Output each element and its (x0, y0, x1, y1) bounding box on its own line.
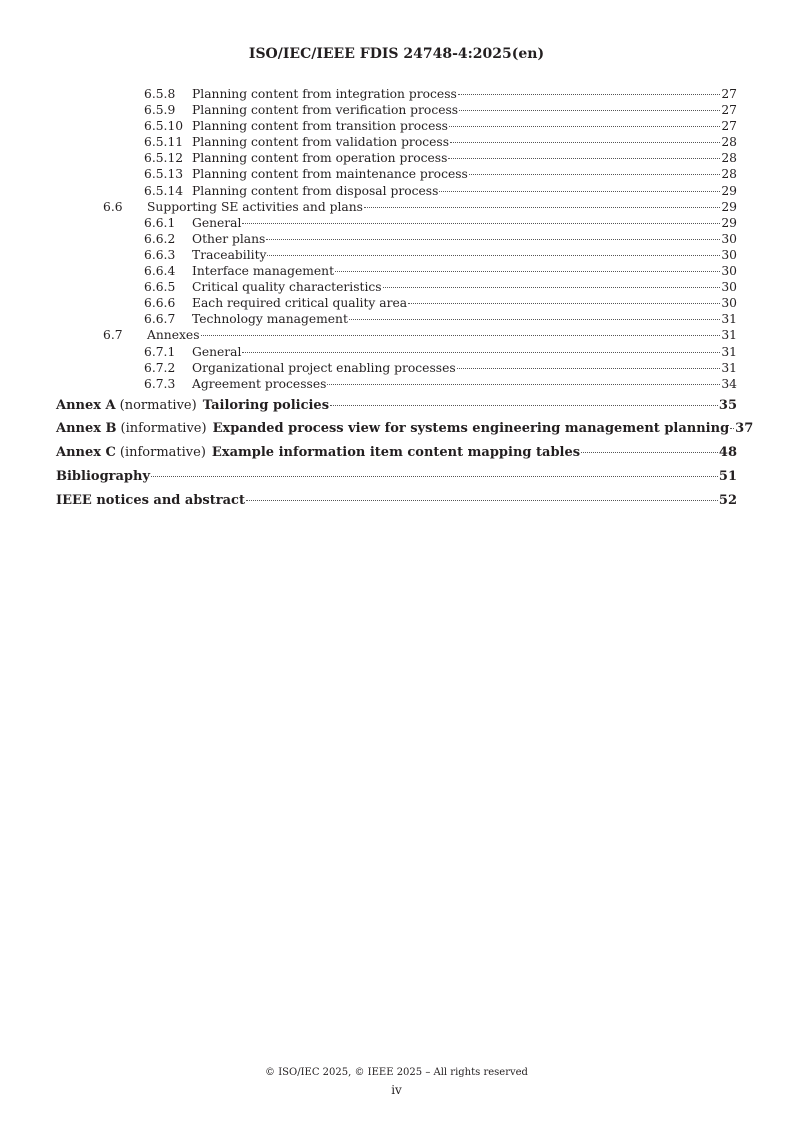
toc-entry-page: 27 (721, 119, 737, 134)
toc-entry-page: 51 (718, 468, 737, 484)
toc-entry-annex-a[interactable] (56, 398, 737, 414)
toc-entry-6-5-10[interactable] (56, 118, 737, 134)
toc-entry-page: 27 (721, 103, 737, 118)
toc-entry-title: Planning content from transition process (192, 119, 448, 134)
toc-entry-page: 48 (718, 445, 737, 461)
toc-entry-page: 30 (721, 280, 737, 295)
toc-entry-number: 6.6.3 (144, 247, 176, 262)
toc-entry-page: 28 (721, 151, 737, 166)
toc-entry-ieee-notices[interactable] (56, 493, 737, 509)
toc-entry-title: Planning content from validation process (192, 135, 450, 150)
toc-entry-title: Traceability (192, 247, 267, 262)
toc-entry-page: 29 (721, 215, 737, 230)
toc-entry-number: 6.5.10 (144, 119, 184, 134)
toc-entry-title: Supporting SE activities and plans (147, 199, 363, 214)
toc-entry-page: 34 (721, 376, 737, 391)
toc-entry-number: 6.5.13 (144, 167, 184, 182)
toc-entry-page: 29 (721, 199, 737, 214)
toc-entry-number: 6.6 (103, 199, 123, 214)
toc-entry-number: 6.6.2 (144, 231, 176, 246)
toc-entry-title: Example information item content mapping tables (211, 445, 581, 461)
toc-entry-annex-b[interactable] (56, 421, 754, 437)
toc-entry-page: 28 (721, 135, 737, 150)
table-of-contents (56, 86, 754, 509)
page-number: iv (391, 1083, 402, 1097)
toc-entry-page: 27 (721, 87, 737, 101)
toc-entry-number: 6.5.12 (144, 151, 184, 166)
toc-entry-6-5-9[interactable] (56, 102, 737, 118)
dot-leader (408, 303, 720, 304)
toc-entry-number: 6.6.5 (144, 280, 176, 295)
dot-leader (449, 126, 720, 127)
dot-leader (349, 319, 720, 320)
toc-entry-6-5-14[interactable] (56, 183, 737, 199)
toc-entry-6-5-11[interactable] (56, 134, 737, 150)
toc-entry-title: Annexes (147, 328, 200, 343)
toc-entry-title: Planning content from maintenance process (192, 167, 468, 182)
toc-entry-page: 30 (721, 231, 737, 246)
toc-entry-title: General (192, 344, 242, 359)
dot-leader (267, 255, 720, 256)
dot-leader (439, 191, 720, 192)
annex-type: (informative) (119, 445, 206, 461)
dot-leader (581, 452, 718, 453)
toc-entry-title: Other plans (192, 231, 266, 246)
toc-entry-title: Planning content from verification process (192, 103, 459, 118)
dot-leader (335, 271, 720, 272)
toc-entry-page: 31 (721, 312, 737, 327)
toc-entry-number: 6.7 (103, 328, 123, 343)
toc-entry-title: Planning content from operation process (192, 151, 448, 166)
toc-entry-number: 6.5.9 (144, 103, 176, 118)
toc-entry-6-5-8[interactable] (56, 86, 737, 102)
dot-leader (458, 94, 721, 95)
toc-entry-number: 6.6.6 (144, 296, 176, 311)
toc-entry-number: 6.7.3 (144, 376, 176, 391)
toc-entry-number: 6.6.1 (144, 215, 176, 230)
toc-entry-title: Interface management (192, 264, 335, 279)
toc-entry-title: IEEE notices and abstract (56, 492, 245, 508)
dot-leader (266, 239, 720, 240)
dot-leader (246, 500, 718, 501)
toc-entry-6-6-6[interactable] (56, 295, 737, 311)
toc-entry-6-5-12[interactable] (56, 150, 737, 166)
toc-entry-title: Organizational project enabling processes (192, 360, 456, 375)
toc-entry-page: 31 (721, 360, 737, 375)
dot-leader (457, 368, 721, 369)
toc-entry-title: Planning content from integration process (192, 87, 457, 101)
toc-entry-page: 31 (721, 344, 737, 359)
toc-entry-number: 6.6.7 (144, 312, 176, 327)
toc-entry-page: 30 (721, 296, 737, 311)
toc-entry-6-6-1[interactable] (56, 215, 737, 231)
toc-entry-title: Agreement processes (192, 376, 327, 391)
toc-entry-page: 28 (721, 167, 737, 182)
dot-leader (364, 207, 720, 208)
toc-entry-page: 30 (721, 247, 737, 262)
annex-label: Annex A (56, 397, 116, 413)
toc-entry-annex-c[interactable] (56, 445, 737, 461)
annex-type: (informative) (120, 421, 207, 437)
toc-entry-number: 6.7.1 (144, 344, 176, 359)
toc-entry-6-6-2[interactable] (56, 231, 737, 247)
toc-entry-number: 6.5.11 (144, 135, 184, 150)
toc-entry-6-7-2[interactable] (56, 360, 737, 376)
toc-entry-6-5-13[interactable] (56, 166, 737, 182)
toc-entry-6-7[interactable] (56, 327, 737, 343)
toc-entry-6-6-7[interactable] (56, 311, 737, 327)
toc-entry-number: 6.5.8 (144, 87, 176, 101)
toc-entry-6-6[interactable] (56, 199, 737, 215)
toc-entry-title: Critical quality characteristics (192, 280, 382, 295)
toc-entry-page: 52 (718, 492, 737, 508)
toc-entry-title: Technology management (192, 312, 348, 327)
toc-entry-title: Each required critical quality area (192, 296, 408, 311)
toc-entry-bibliography[interactable] (56, 469, 737, 485)
dot-leader (383, 287, 721, 288)
toc-entry-page: 29 (721, 183, 737, 198)
dot-leader (330, 405, 718, 406)
toc-entry-page: 31 (721, 328, 737, 343)
toc-entry-number: 6.6.4 (144, 264, 176, 279)
dot-leader (151, 476, 718, 477)
annex-label: Annex B (56, 421, 117, 437)
toc-entry-6-6-3[interactable] (56, 247, 737, 263)
toc-entry-6-7-3[interactable] (56, 376, 737, 392)
dot-leader (242, 352, 720, 353)
dot-leader (448, 158, 720, 159)
annex-type: (normative) (119, 397, 197, 413)
toc-entry-page: 37 (735, 421, 754, 437)
toc-entry-title: Planning content from disposal process (192, 183, 439, 198)
toc-entry-6-7-1[interactable] (56, 344, 737, 360)
toc-entry-page: 35 (718, 397, 737, 413)
dot-leader (327, 384, 720, 385)
toc-entry-page: 30 (721, 264, 737, 279)
dot-leader (730, 428, 734, 429)
toc-entry-6-6-4[interactable] (56, 263, 737, 279)
toc-entry-6-6-5[interactable] (56, 279, 737, 295)
toc-entry-title: General (192, 215, 242, 230)
dot-leader (242, 223, 720, 224)
toc-entry-title: Bibliography (56, 468, 151, 484)
annex-label: Annex C (56, 445, 116, 461)
dot-leader (201, 335, 721, 336)
dot-leader (469, 174, 720, 175)
dot-leader (459, 110, 720, 111)
toc-entry-title: Expanded process view for systems engineering management planning (212, 421, 730, 437)
toc-entry-number: 6.7.2 (144, 360, 176, 375)
copyright-footer: © ISO/IEC 2025, © IEEE 2025 – All rights reserved (265, 1067, 528, 1078)
toc-entry-title: Tailoring policies (202, 397, 330, 413)
dot-leader (450, 142, 720, 143)
document-header: ISO/IEC/IEEE FDIS 24748-4:2025(en) (248, 46, 545, 62)
toc-entry-number: 6.5.14 (144, 183, 184, 198)
